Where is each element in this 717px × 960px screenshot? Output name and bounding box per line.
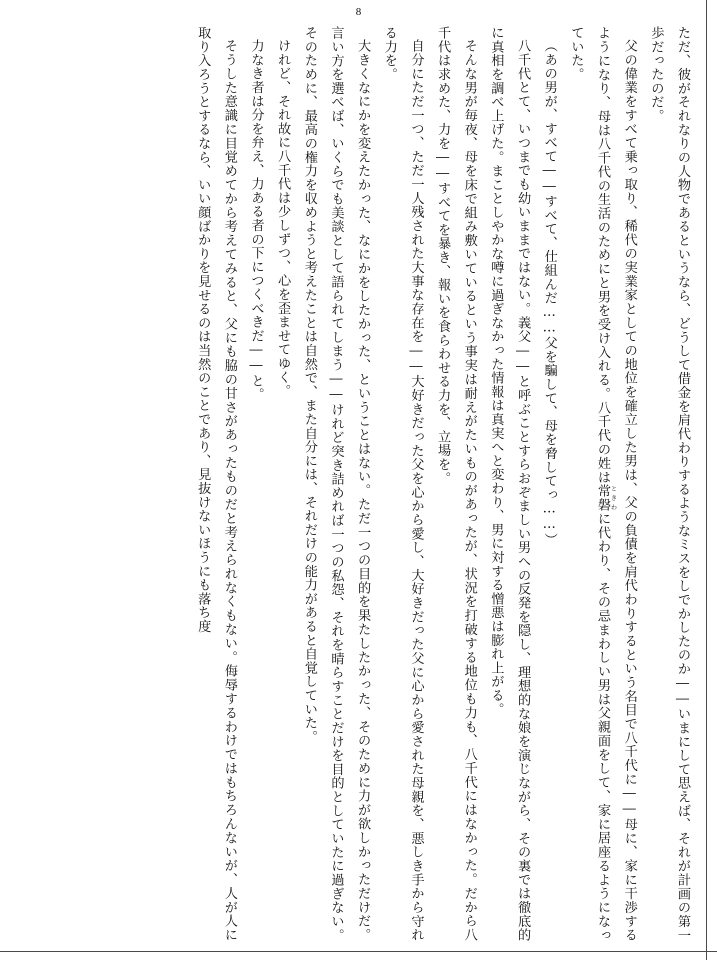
paragraph: （あの男が、すべて――すべて、仕組んだ……父を騙して、母を脅してっ……） [541, 39, 557, 547]
page-border-right [706, 0, 707, 960]
page-number: 8 [355, 6, 362, 18]
paragraph: 力なき者は分を弁え、力ある者の下につくべきだ――と。 [248, 39, 264, 402]
paragraph: 八千代とて、いつまでも幼いままではない。義父――と呼ぶことすらおぞましい男への反発を隠し、理想的な娘を演じながら、その裏では徹底的に真相を調べ上げた。まことしやかな噂に過ぎなかった情報は真実へと変わり、男に対する憎悪は膨れ上がる。 [488, 26, 531, 942]
paragraph: 父の偉業をすべて乗っ取り、稀代の実業家としての地位を確立した男は、父の負債を肩代わりするという名目で八千代に――母に、家に干渉するようになり、母は八千代の生活のためにと男を受け入れる。八千代の姓は常磐 ときわに代わり、その忌まわしい男は父親面をして、家に居座るようになっていた。 [568, 26, 637, 942]
paragraph: 大きくなにかを変えたかった、なにかをしたかった、ということはない。ただ一つの目的を果たしたかった、そのために力が欲しかっただけだ。言い方を選べば、いくらでも美談として語られてしまう――けれど突き詰めれば一つの私怨、それを晴らすことだけを目的としていたに過ぎない。そのために、最高の権力を収めようと考えたことは自然で、また自分には、それだけの能力があると自覚していた。 [301, 26, 371, 942]
paragraph: そんな男が毎夜、母を床で組み敷いているという事実は耐えがたいものがあったが、状況を打破する地位も力も、八千代にはなかった。だから八千代は求めた、力を――すべてを暴き、報いを食らわせる力を、立場を。 [435, 26, 477, 942]
paragraph: そうした意識に目覚めてから考えてみると、父にも脇の甘さがあったものだと考えられなくもない。侮辱するわけではもちろんないが、人が人に取り入ろうとするなら、いい顔ばかりを見せるのは当然のことであり、見抜けないほうにも落ち度 [195, 26, 237, 942]
paragraph: けれど、それ故に八千代は少しずつ、心を歪ませてゆく。 [275, 39, 291, 398]
page-body-text [18, 26, 695, 942]
paragraph: ただ、彼がそれなりの人物であるというなら、どうして借金を肩代わりするようなミスをしでかしたのか――いまにして思えば、それが計画の第一歩だったのだ。 [648, 26, 690, 942]
ruby-annotation: 常磐 ときわ [595, 484, 617, 512]
page-border-bottom [0, 951, 717, 952]
paragraph: 自分にただ一つ、ただ一人残された大事な存在を――大好きだった父を心から愛し、大好きだった父に心から愛された母親を、悪しき手から守れる力を。 [381, 26, 424, 942]
